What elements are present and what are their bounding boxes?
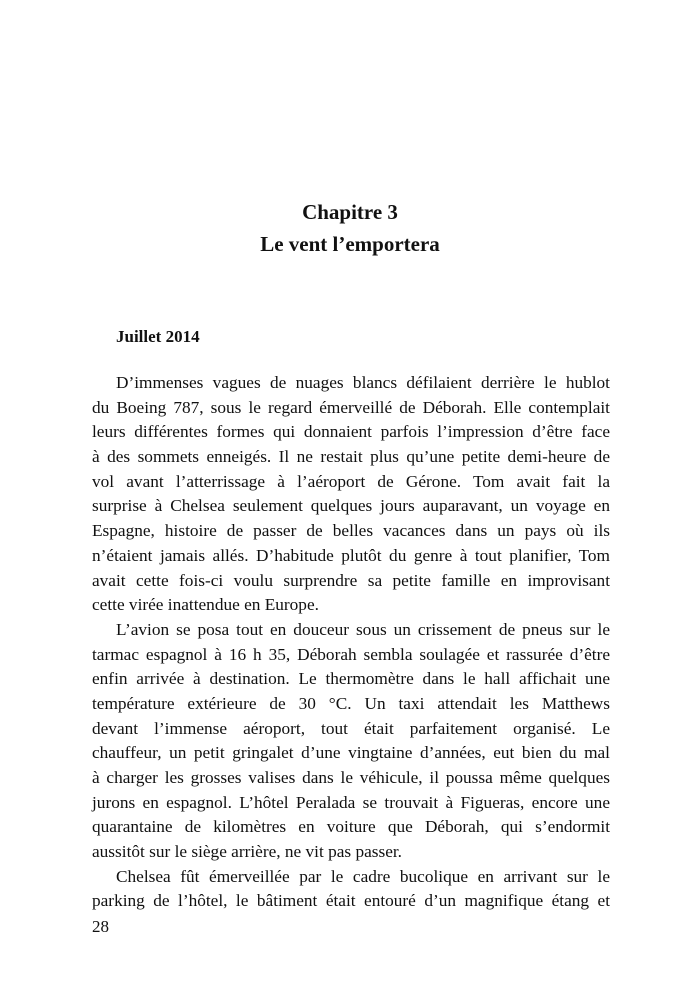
- text-line: aussitôt sur le siège arrière, ne vit pas passer.: [92, 842, 403, 862]
- text-line: leurs différentes formes qui donnaient parfois l’impression d’être face: [92, 422, 610, 442]
- text-line: L’avion se posa tout en douceur sous un crissement de pneus sur le: [116, 619, 610, 639]
- page-number: 28: [92, 917, 109, 936]
- text-line: quarantaine de kilomètres en voiture que Déborah, qui s’endormit: [92, 817, 610, 837]
- text-line: du Boeing 787, sous le regard émerveillé de Déborah. Elle contemplait: [92, 397, 610, 417]
- text-line: Chelsea fût émerveillée par le cadre bucolique en arrivant sur le: [116, 866, 610, 886]
- text-line: n’étaient jamais allés. D’habitude plutôt du genre à tout planifier, Tom: [92, 545, 610, 565]
- text-line: devant l’immense aéroport, tout était parfaitement organisé. Le: [92, 718, 610, 738]
- text-line: Espagne, histoire de passer de belles vacances dans un pays où ils: [92, 521, 610, 541]
- chapter-heading: [0, 196, 700, 260]
- text-line: tarmac espagnol à 16 h 35, Déborah sembla soulagée et rassurée d’être: [92, 644, 610, 664]
- body-text: [92, 371, 610, 914]
- text-line: parking de l’hôtel, le bâtiment était entouré d’un magnifique étang et: [92, 891, 610, 911]
- text-line: cette virée inattendue en Europe.: [92, 595, 319, 615]
- text-line: chauffeur, un petit gringalet d’une vingtaine d’années, eut bien du mal: [92, 743, 610, 763]
- text-line: enfin arrivée à destination. Le thermomètre dans le hall affichait une: [92, 669, 610, 689]
- text-line: à des sommets enneigés. Il ne restait plus qu’une petite demi-heure de: [92, 447, 610, 467]
- text-line: vol avant l’atterrissage à l’aéroport de Gérone. Tom avait fait la: [92, 471, 610, 491]
- text-line: D’immenses vagues de nuages blancs défilaient derrière le hublot: [116, 373, 610, 392]
- text-line: à charger les grosses valises dans le véhicule, il poussa même quelques: [92, 768, 610, 787]
- text-line: jurons en espagnol. L’hôtel Peralada se trouvait à Figueras, encore une: [92, 792, 610, 812]
- section-date: Juillet 2014: [116, 327, 200, 346]
- text-line: avait cette fois-ci voulu surprendre sa petite famille en improvisant: [92, 570, 610, 590]
- text-line: température extérieure de 30 °C. Un taxi attendait les Matthews: [92, 693, 610, 713]
- text-line: surprise à Chelsea seulement quelques jours auparavant, un voyage en: [92, 496, 610, 516]
- chapter-number: Chapitre 3: [302, 200, 398, 224]
- chapter-title: Le vent l’emportera: [260, 232, 440, 256]
